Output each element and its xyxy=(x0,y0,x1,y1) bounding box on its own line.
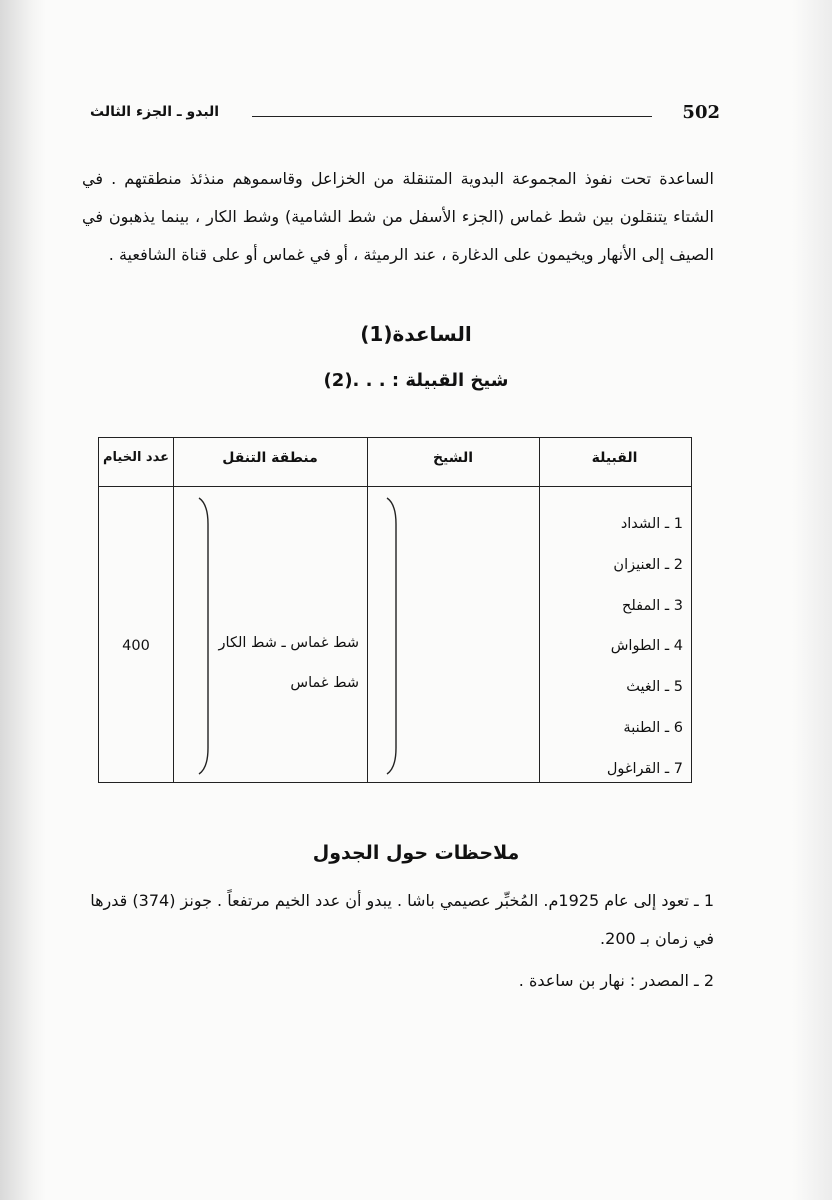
tribe-item: 6 ـ الطنبة xyxy=(623,719,683,736)
header-tents: عدد الخيام xyxy=(102,450,169,465)
header-tribe: القبيلة xyxy=(591,450,638,466)
region-text: شط غماس xyxy=(290,675,359,691)
page-shadow xyxy=(0,0,46,1200)
intro-paragraph: الساعدة تحت نفوذ المجموعة البدوية المتنقلة من الخزاعل وقاسموهم منذئذ منطقتهم . في الشتاء يتنقلون بين شط غماس (الجزء الأسفل من شط الشامية) وشط الكار ، بينما يذهبون في الصيف إلى الأنهار ويخيمون على الدغارة ، عند الرميثة ، أو في غماس أو على قناة الشافعية . xyxy=(82,169,714,264)
tents-value: 400 xyxy=(122,638,150,654)
header-region: منطقة التنقل xyxy=(222,450,318,466)
tribe-list xyxy=(543,504,683,790)
column-divider xyxy=(367,438,368,782)
section-title: الساعدة(1) xyxy=(360,322,472,346)
running-title: البدو ـ الجزء الثالث xyxy=(90,104,220,120)
region-text: شط غماس ـ شط الكار xyxy=(218,635,359,651)
page-shadow xyxy=(792,0,832,1200)
column-divider xyxy=(173,438,174,782)
note-item: 1 ـ تعود إلى عام 1925م. المُخبِّر عصيمي باشا . يبدو أن عدد الخيم مرتفعاً . جونز (374) قدرها في زمان بـ 200. xyxy=(90,891,714,948)
header-rule xyxy=(252,116,652,117)
tribe-item: 1 ـ الشداد xyxy=(620,516,683,532)
tribe-item: 3 ـ المفلح xyxy=(621,597,683,614)
page-number: 502 xyxy=(682,102,720,123)
grouping-bracket xyxy=(195,496,213,776)
tribe-item: 2 ـ العنيزان xyxy=(613,556,683,573)
note-item: 2 ـ المصدر : نهار بن ساعدة . xyxy=(518,971,714,990)
tribe-table xyxy=(98,437,692,783)
tribe-item: 5 ـ الغيث xyxy=(626,679,683,696)
header-sheikh: الشيخ xyxy=(432,450,474,466)
tribe-item: 4 ـ الطواش xyxy=(610,638,683,655)
sheikh-line: شيخ القبيلة : . . .(2) xyxy=(323,370,509,391)
column-divider xyxy=(539,438,540,782)
page-header xyxy=(80,100,720,130)
grouping-bracket xyxy=(383,496,401,776)
tribe-item: 7 ـ القراغول xyxy=(606,760,683,777)
notes-title: ملاحظات حول الجدول xyxy=(312,842,520,864)
header-divider xyxy=(99,486,691,487)
